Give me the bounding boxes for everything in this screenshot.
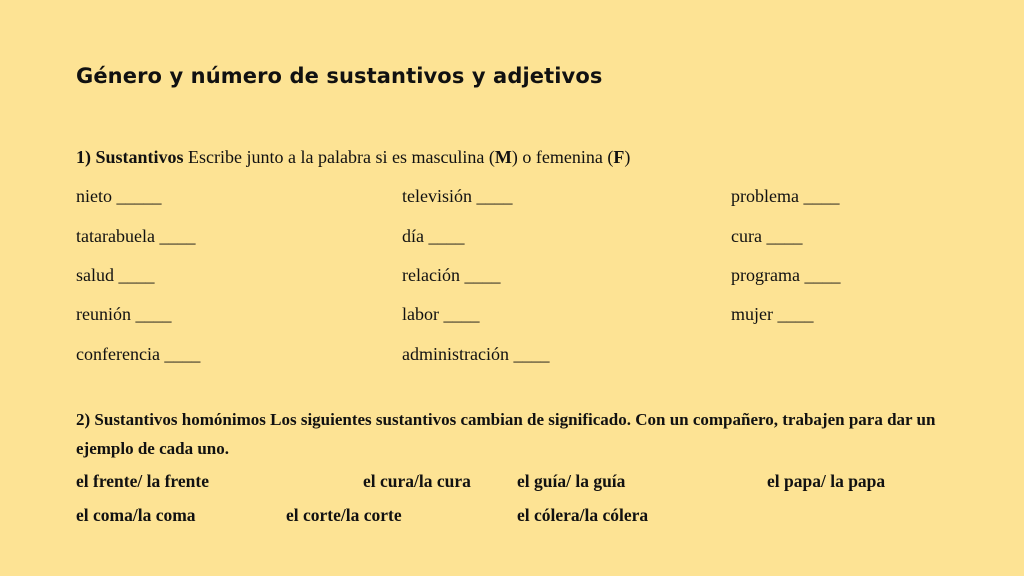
section1-instruction — [76, 147, 630, 168]
word-item: problema ____ — [731, 186, 840, 206]
instruction-text-b: ) o femenina ( — [511, 147, 614, 167]
masculine-letter: M — [494, 147, 512, 167]
word-item: labor ____ — [402, 304, 480, 324]
word-item: día ____ — [402, 226, 465, 246]
feminine-letter: F — [613, 147, 625, 167]
page-title: Género y número de sustantivos y adjetivos — [76, 64, 603, 88]
word-item: televisión ____ — [402, 186, 513, 206]
homonym-pair: el papa/ la papa — [767, 471, 886, 491]
section1-heading: Sustantivos — [95, 147, 184, 167]
word-item: salud ____ — [76, 265, 155, 285]
word-item: administración ____ — [402, 344, 550, 364]
word-item: nieto _____ — [76, 186, 162, 206]
section1-number: 1) — [76, 147, 91, 167]
homonym-pair: el cólera/la cólera — [517, 505, 649, 525]
homonym-pair: el cura/la cura — [363, 471, 471, 491]
word-item: mujer ____ — [731, 304, 814, 324]
instruction-text-c: ) — [624, 147, 631, 167]
homonym-pair: el corte/la corte — [286, 505, 402, 525]
instruction-text-a: Escribe junto a la palabra si es masculina ( — [183, 147, 495, 167]
word-item: conferencia ____ — [76, 344, 201, 364]
homonym-pair: el guía/ la guía — [517, 471, 626, 491]
section2-instruction: 2) Sustantivos homónimos Los siguientes sustantivos cambian de significado. Con un compañero, trabajen para dar un ejemplo de cada uno. — [76, 410, 936, 458]
word-item: reunión ____ — [76, 304, 172, 324]
word-item: tatarabuela ____ — [76, 226, 196, 246]
word-item: relación ____ — [402, 265, 501, 285]
homonym-pair: el frente/ la frente — [76, 471, 209, 491]
word-item: cura ____ — [731, 226, 803, 246]
homonym-pair: el coma/la coma — [76, 505, 196, 525]
word-item: programa ____ — [731, 265, 841, 285]
